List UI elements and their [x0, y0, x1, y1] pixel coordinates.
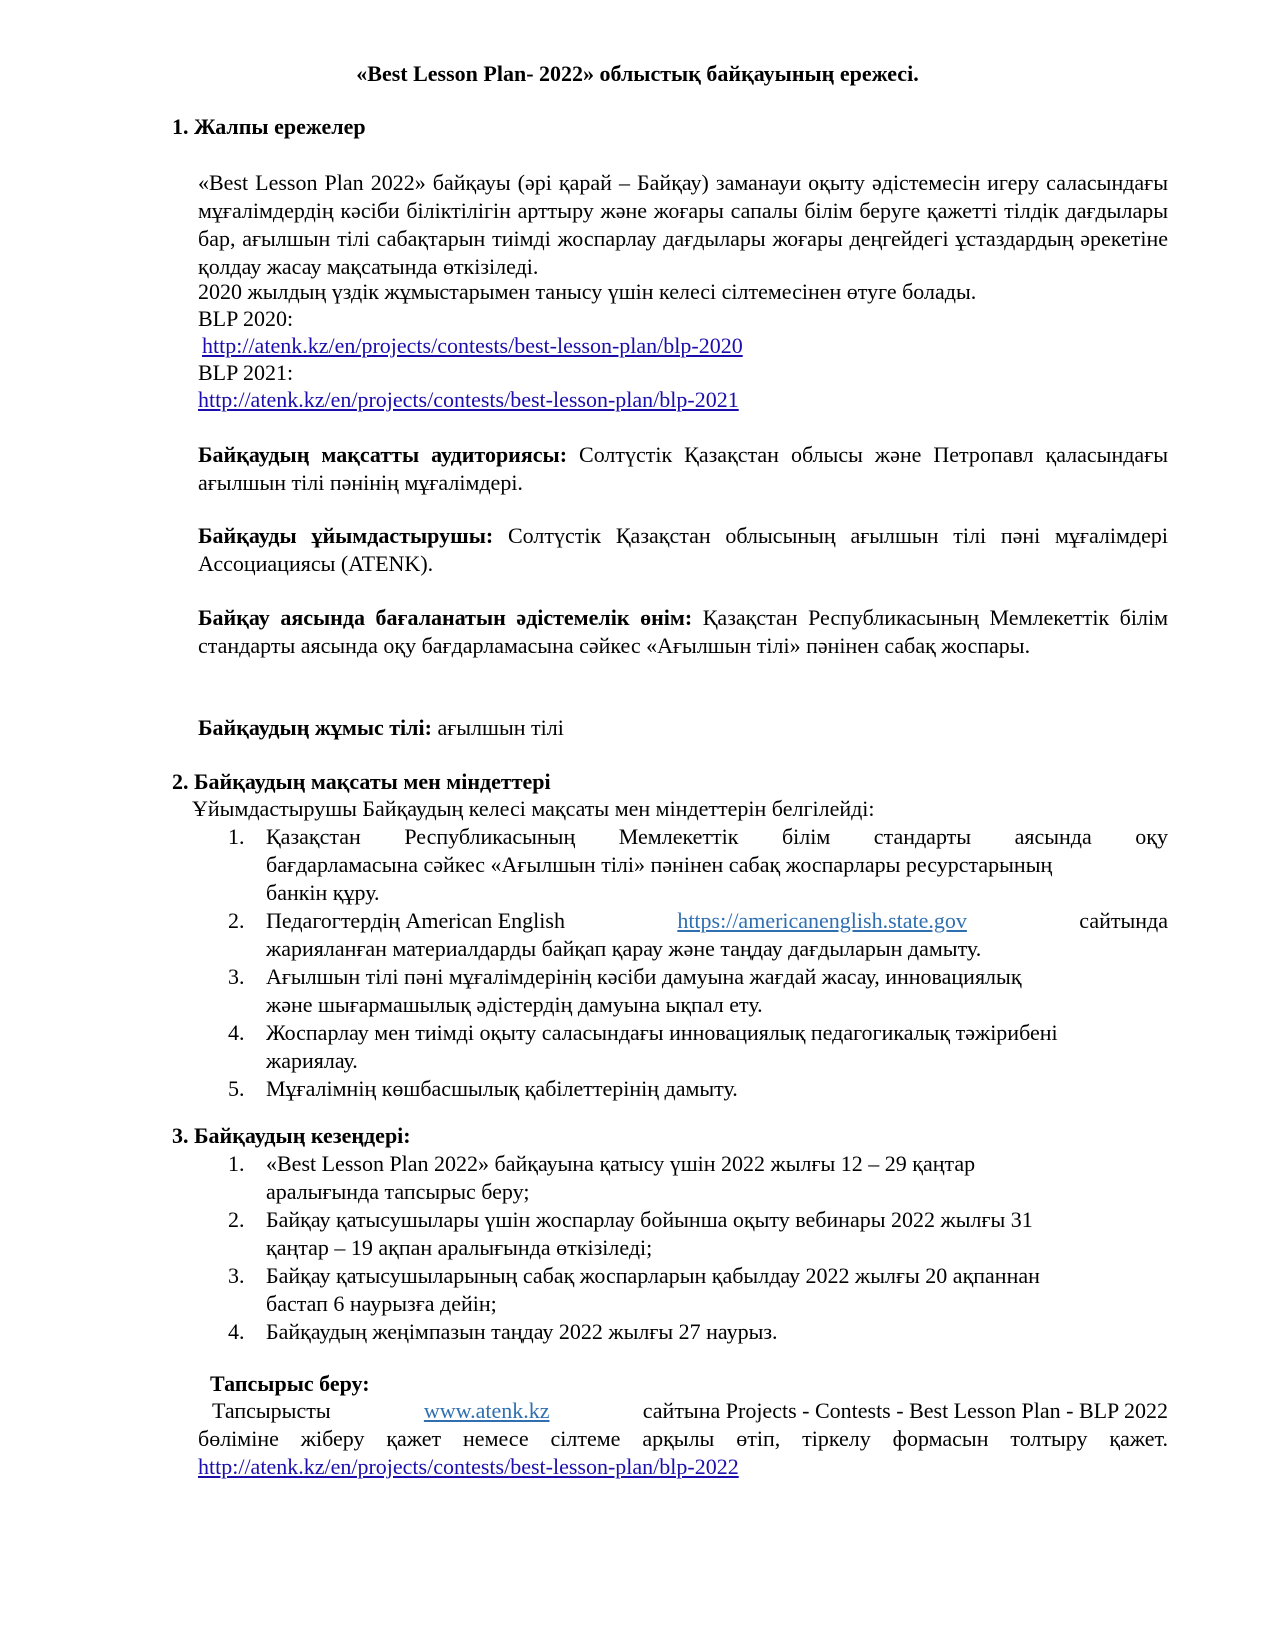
working-language-label: Байқаудың жұмыс тілі:	[198, 715, 432, 740]
list-item-text: «Best Lesson Plan 2022» байқауына қатысу үшін 2022 жылғы 12 – 29 қаңтар	[266, 1151, 976, 1176]
list-number: 4.	[228, 1319, 245, 1344]
blp-2020-label: BLP 2020:	[198, 306, 294, 331]
apply-line-2: бөліміне жіберу қажет немесе сілтеме арқылы өтіп, тіркелу формасын толтыру қажет.	[198, 1426, 1168, 1451]
list-item-text: Жоспарлау мен тиімді оқыту саласындағы инновациялық педагогикалық тәжірибені	[266, 1020, 1058, 1045]
blp-2020-link[interactable]: http://atenk.kz/en/projects/contests/best-lesson-plan/blp-2020	[202, 333, 743, 358]
apply-line-1	[198, 1397, 1168, 1425]
list-item-text: Мұғалімнің көшбасшылық қабілеттерінің дамыту.	[266, 1076, 738, 1101]
list-item	[228, 1262, 1168, 1318]
target-audience-label: Байқаудың мақсатты аудиториясы:	[198, 442, 568, 467]
list-item-text-post: сайтында	[1079, 908, 1168, 933]
list-item	[228, 1150, 1168, 1206]
product-text: Қазақстан Республикасының Мемлекеттік білім стандарты аясында оқу бағдарламасына сәйкес «Ағылшын тілі» пәнінен сабақ жоспары.	[198, 605, 1169, 658]
list-number: 2.	[228, 1207, 245, 1232]
american-english-link[interactable]: https://americanenglish.state.gov	[677, 908, 967, 933]
organizer-paragraph	[198, 522, 1168, 578]
organizer-text: Солтүстік Қазақстан облысының ағылшын тілі пәні мұғалімдері Ассоциациясы (ATENK).	[198, 523, 1168, 576]
section-3-heading: 3. Байқаудың кезеңдері:	[172, 1123, 411, 1148]
best-2020-note: 2020 жылдың үздік жұмыстарымен танысу үшін келесі сілтемесінен өтуге болады.	[198, 279, 977, 304]
goals-list	[228, 823, 1168, 1103]
list-number: 5.	[228, 1076, 245, 1101]
list-item-text: және шығармашылық әдістердің дамуына ықпал ету.	[266, 992, 763, 1017]
list-item	[228, 963, 1168, 1019]
list-item	[228, 1206, 1168, 1262]
stages-list	[228, 1150, 1168, 1346]
list-item-text	[266, 907, 1168, 935]
section-2-heading: 2. Байқаудың мақсаты мен міндеттері	[172, 769, 551, 794]
list-item	[228, 1019, 1168, 1075]
organizer-label: Байқауды ұйымдастырушы:	[198, 523, 494, 548]
blp-2021-link[interactable]: http://atenk.kz/en/projects/contests/best-lesson-plan/blp-2021	[198, 387, 739, 412]
section-1-intro: «Best Lesson Plan 2022» байқауы (әрі қарай – Байқау) заманауи оқыту әдістемесін игеру саласындағы мұғалімдердің кәсіби біліктілігін арттыру және жоғары сапалы білім беруге қажетті тілдік дағдылары бар, ағылшын тілі сабақтарын тиімді жоспарлау дағдылары жоғары деңгейдегі ұстаздардың әрекетіне қолдау жасау мақсатында өткізіледі.	[198, 170, 1168, 279]
apply-text-post: сайтына Projects - Contests - Best Lesson Plan - BLP 2022	[642, 1398, 1168, 1423]
working-language-text: ағылшын тілі	[431, 715, 564, 740]
apply-text-pre: Тапсырысты	[212, 1398, 331, 1423]
list-item-text: жариялау.	[266, 1048, 358, 1073]
list-item-text: аралығында тапсырыс беру;	[266, 1179, 530, 1204]
list-item	[228, 823, 1168, 907]
list-number: 3.	[228, 964, 245, 989]
list-number: 1.	[228, 824, 245, 849]
apply-heading: Тапсырыс беру:	[210, 1371, 370, 1396]
list-number: 2.	[228, 908, 245, 933]
page-title: «Best Lesson Plan- 2022» облыстық байқауының ережесі.	[356, 61, 919, 86]
blp-2021-label: BLP 2021:	[198, 360, 294, 385]
working-language-paragraph	[198, 714, 1168, 742]
list-item-text: Ағылшын тілі пәні мұғалімдерінің кәсіби дамуына жағдай жасау, инновациялық	[266, 964, 1022, 989]
list-item-text: жарияланған материалдарды байқап қарау және таңдау дағдыларын дамыту.	[266, 936, 982, 961]
list-item-text-pre: Педагогтердің American English	[266, 908, 565, 933]
list-number: 4.	[228, 1020, 245, 1045]
section-2-intro: Ұйымдастырушы Байқаудың келесі мақсаты мен міндеттерін белгілейді:	[192, 796, 875, 821]
list-item-text: бағдарламасына сәйкес «Ағылшын тілі» пәнінен сабақ жоспарлары ресурстарының	[266, 852, 1053, 877]
list-item-text: бастап 6 наурызға дейін;	[266, 1291, 497, 1316]
list-item	[228, 907, 1168, 963]
list-item-text: Байқау қатысушыларының сабақ жоспарларын қабылдау 2022 жылғы 20 ақпаннан	[266, 1263, 1040, 1288]
product-label: Байқау аясында бағаланатын әдістемелік өнім:	[198, 605, 693, 630]
blp-2022-link[interactable]: http://atenk.kz/en/projects/contests/best-lesson-plan/blp-2022	[198, 1454, 739, 1479]
list-number: 1.	[228, 1151, 245, 1176]
list-item-text: Байқау қатысушылары үшін жоспарлау бойынша оқыту вебинары 2022 жылғы 31	[266, 1207, 1033, 1232]
atenk-site-link[interactable]: www.atenk.kz	[423, 1398, 550, 1423]
list-item	[228, 1075, 1168, 1103]
list-item-text: Қазақстан Республикасының Мемлекеттік білім стандарты аясында оқу	[266, 824, 1168, 849]
section-1-heading: 1. Жалпы ережелер	[172, 114, 366, 139]
product-paragraph	[198, 604, 1168, 660]
list-item-text: қаңтар – 19 ақпан аралығында өткізіледі;	[266, 1235, 653, 1260]
target-audience-text: Солтүстік Қазақстан облысы және Петропавл қаласындағы ағылшын тілі пәнінің мұғалімдері.	[198, 442, 1168, 495]
apply-paragraph	[198, 1397, 1168, 1481]
target-audience-paragraph	[198, 441, 1168, 497]
list-item-text: Байқаудың жеңімпазын таңдау 2022 жылғы 27 наурыз.	[266, 1319, 778, 1344]
list-item	[228, 1318, 1168, 1346]
list-number: 3.	[228, 1263, 245, 1288]
list-item-text: банкін құру.	[266, 880, 380, 905]
